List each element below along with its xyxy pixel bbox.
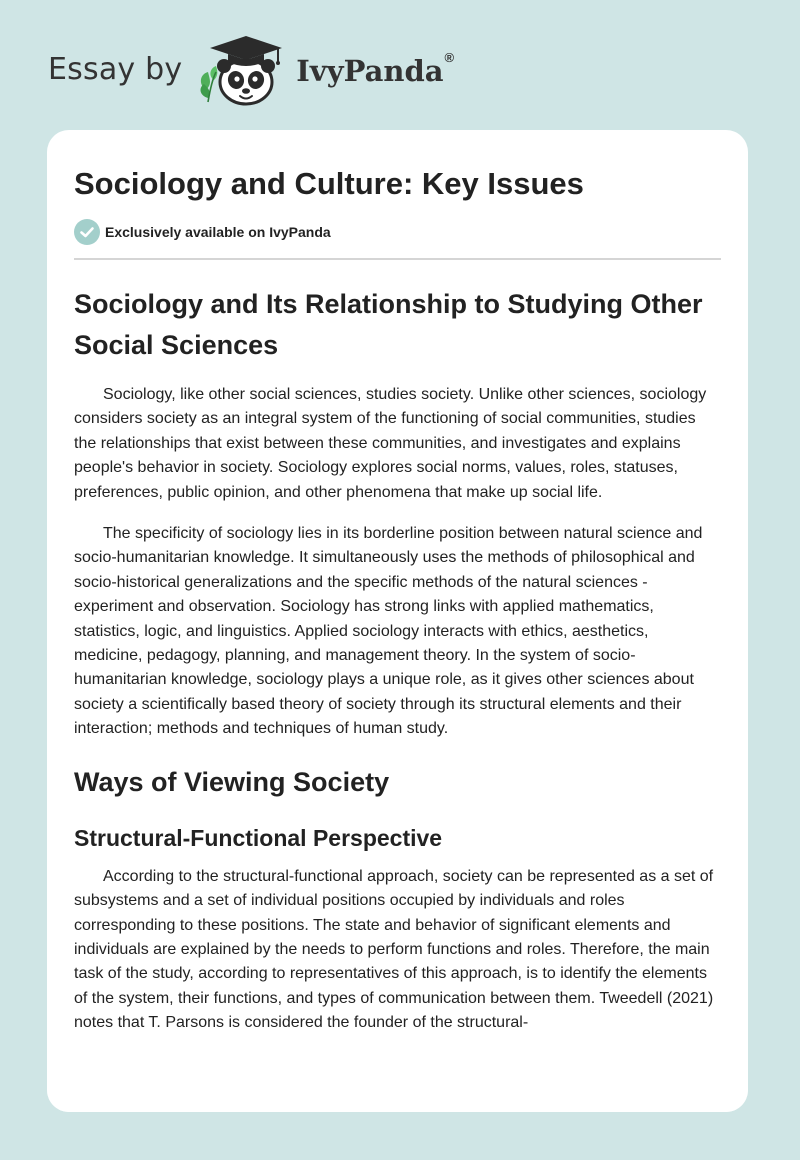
- section-heading: Ways of Viewing Society: [74, 766, 390, 797]
- section-heading: Sociology and Its Relationship to Studying Other Social Sciences: [74, 289, 703, 360]
- essay-content: [74, 130, 721, 1036]
- panda-graduate-icon[interactable]: [194, 32, 290, 110]
- exclusive-badge: [74, 219, 721, 245]
- brand-prefix: Essay by: [48, 51, 183, 87]
- section-paragraph: According to the structural-functional approach, society can be represented as a set of subsystems and a set of individual positions occupied by individuals and roles corresponding to these positions. The state and behavior of significant elements and individuals are explained by the needs to perform functions and roles. Therefore, the main task of the study, according to representatives of this approach, is to identify the elements of the system, their functions, and types of communication between them. Tweedell (2021) notes that T. Parsons is considered the founder of the structural-: [74, 867, 714, 1032]
- brand-name[interactable]: [296, 50, 455, 88]
- exclusive-label: Exclusively available on IvyPanda: [105, 224, 331, 240]
- check-circle-icon: [74, 219, 100, 245]
- section-paragraph: The specificity of sociology lies in its borderline position between natural science and socio-humanitarian knowledge. It simultaneously uses the methods of philosophical and socio-historical generalizations and the specific methods of the natural sciences - experiment and observation. Sociology has strong links with applied mathematics, statistics, logic, and linguistics. Applied sociology interacts with ethics, aesthetics, medicine, pedagogy, planning, and management theory. In the system of socio-humanitarian knowledge, sociology plays a unique role, as it gives other sciences about society a scientifically based theory of society through its structural elements and their interaction; methods and techniques of human study.: [74, 525, 703, 738]
- essay-card: [47, 130, 748, 1112]
- page-title: Sociology and Culture: Key Issues: [74, 166, 584, 201]
- ivy-leaf-icon: [201, 66, 218, 102]
- subsection-heading: Structural-Functional Perspective: [74, 824, 443, 851]
- registered-mark: ®: [444, 50, 455, 65]
- content-fade: [47, 1052, 748, 1112]
- site-header: [48, 32, 454, 110]
- section-paragraph: Sociology, like other social sciences, studies society. Unlike other sciences, sociology considers society as an integral system of the functioning of social communities, studies the relationships that exist between these communities, and investigates and explains people's behavior in society. Sociology explores social norms, values, roles, statuses, preferences, public opinion, and other phenomena that make up social life.: [74, 386, 707, 501]
- brand-name-text: IvyPanda: [296, 54, 444, 88]
- title-divider: [74, 258, 721, 260]
